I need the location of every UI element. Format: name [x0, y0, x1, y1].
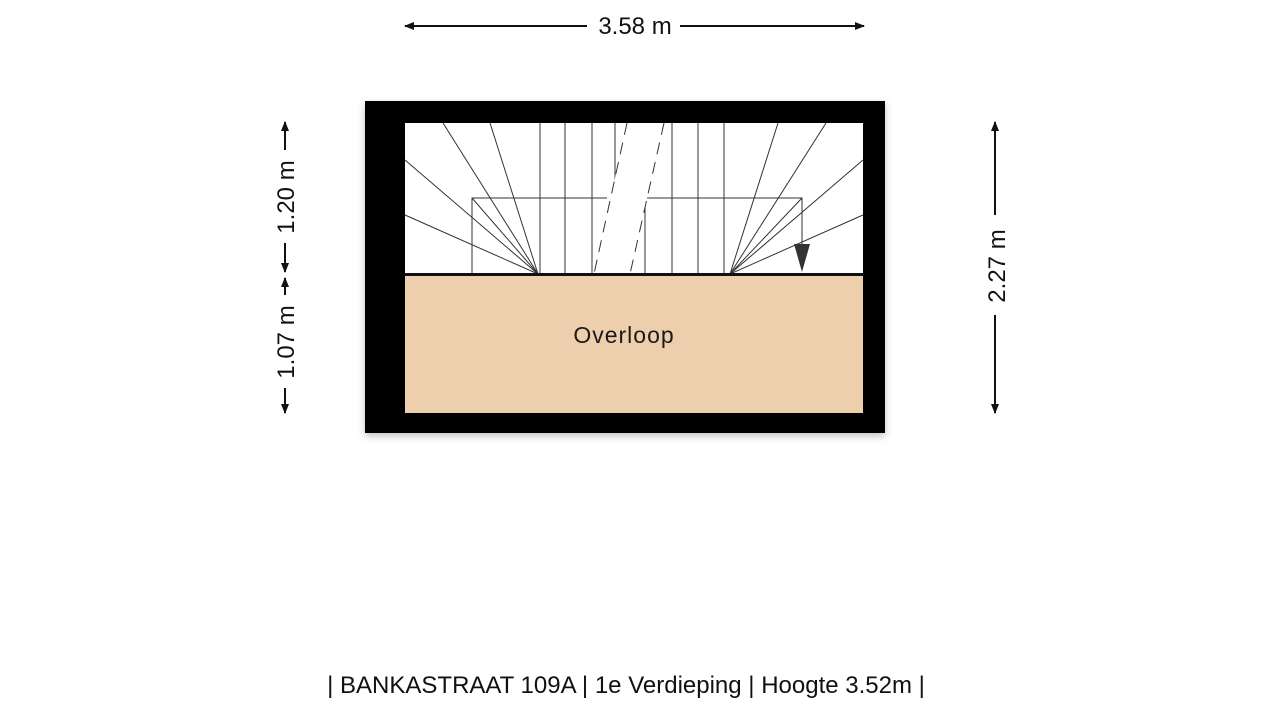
- landing-depth-dimension: [273, 278, 300, 413]
- width-dimension-label: 3.58 m: [598, 13, 672, 40]
- stair-depth-dimension: [273, 122, 300, 272]
- landing-label: Overloop: [573, 322, 675, 348]
- height-dimension-label: 2.27 m: [984, 229, 1011, 303]
- landing-depth-label: 1.07 m: [273, 305, 300, 379]
- height-dimension: [984, 122, 1011, 413]
- plan-caption: | BANKASTRAAT 109A | 1e Verdieping | Hoogte 3.52m |: [327, 672, 925, 699]
- stair-depth-label: 1.20 m: [273, 160, 300, 234]
- width-dimension: [405, 13, 864, 40]
